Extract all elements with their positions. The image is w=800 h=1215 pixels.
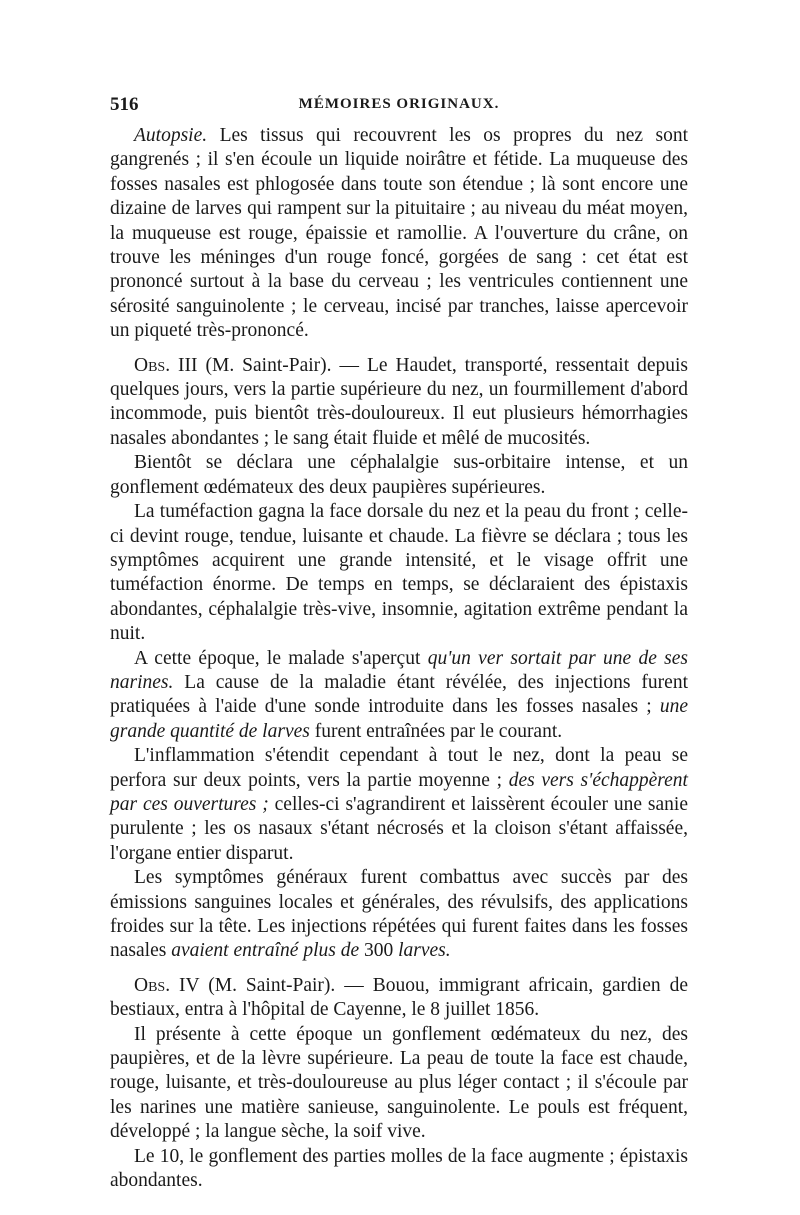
text-run: IV (M. Saint-Pair). — Bouou, immigrant africain, gardien de bestiaux, entra à l'hôpital de Cayenne, le 8 juillet 1856. — [110, 974, 688, 1021]
paragraph — [110, 451, 688, 500]
text-run: La tuméfaction gagna la face dorsale du nez et la peau du front ; celle-ci devint rouge, tendue, luisante et chaude. La fièvre se déclara ; tous les symptômes acquirent une grande intensité, et le visage offrit une tuméfaction énorme. De temps en temps, se déclaraient des épistaxis abondantes, céphalalgie très-vive, insomnie, agitation extrême pendant la nuit. — [110, 501, 688, 645]
text-run: A cette époque, le malade s'aperçut — [134, 647, 428, 669]
italic-text: avaient entraîné plus de — [171, 940, 360, 962]
running-title: MÉMOIRES ORIGINAUX. — [298, 96, 500, 112]
small-caps-text: Obs. — [134, 974, 171, 996]
text-run: III (M. Saint-Pair). — Le Haudet, transporté, ressentait depuis quelques jours, vers la partie supérieure du nez, un fourmillement d'abord incommode, puis bientôt très-douloureux. Il eut plusieurs hémorrhagies nasales abondantes ; le sang était fluide et mêlé de mucosités. — [110, 354, 688, 449]
text-run: 300 — [359, 940, 399, 962]
text-run: La cause de la maladie étant révélée, des injections furent pratiquées à l'aide d'une sonde introduite dans les fosses nasales ; — [110, 671, 688, 718]
running-head — [110, 94, 688, 124]
text-run: Les tissus qui recouvrent les os propres du nez sont gangrenés ; il s'en écoule un liquide noirâtre et fétide. La muqueuse des fosses nasales est phlogosée dans toute son étendue ; là sont encore une dizaine de larves qui rampent sur la pituitaire ; au niveau du méat moyen, la muqueuse est rouge, épaissie et ramollie. A l'ouverture du crâne, on trouve les méninges d'un rouge foncé, gorgées de sang : cet état est prononcé surtout à la base du cerveau ; les ventricules contiennent une sérosité sanguinolente ; le cerveau, incisé par tranches, laisse apercevoir un piqueté très-prononcé. — [110, 125, 688, 342]
italic-text: une grande quantité de larves — [110, 696, 688, 742]
body-text — [110, 124, 688, 1193]
paragraph — [110, 744, 688, 866]
text-run: L'inflammation s'étendit cependant à tout le nez, dont la peau se perfora sur deux points, vers la partie moyenne ; — [110, 745, 688, 791]
paragraph — [110, 124, 688, 344]
text-run: Les symptômes généraux furent combattus avec succès par des émissions sanguines locales et générales, des révulsifs, des applications froides sur la tête. Les injections répétées qui furent faites dans les fosses nasales — [110, 867, 688, 962]
paragraph — [110, 1023, 688, 1145]
small-caps-text: Obs. — [134, 354, 171, 376]
text-run: Le 10, le gonflement des parties molles de la face augmente ; épistaxis abondantes. — [110, 1145, 688, 1192]
text-run: celles-ci s'agrandirent et laissèrent écouler une sanie purulente ; les os nasaux s'étant nécrosés et la cloison s'étant affaissée, l'organe entier disparut. — [110, 793, 689, 864]
text-run: Il présente à cette époque un gonflement œdémateux du nez, des paupières, et de la lèvre supérieure. La peau de toute la face est chaude, rouge, luisante, et très-douloureuse au plus léger contact ; il s'écoule par les narines une matière sanieuse, sanguinolente. Le pouls est fréquent, développé ; la langue sèche, la soif vive. — [110, 1023, 688, 1143]
document-page — [110, 94, 688, 1193]
page-number: 516 — [110, 94, 139, 115]
italic-text: Autopsie. — [134, 125, 208, 146]
text-run: Bientôt se déclara une céphalalgie sus-orbitaire intense, et un gonflement œdémateux des deux paupières supérieures. — [110, 452, 688, 498]
paragraph — [110, 1145, 688, 1194]
paragraph — [110, 647, 688, 745]
paragraph — [110, 866, 688, 964]
italic-text: larves. — [398, 940, 451, 962]
paragraph — [110, 354, 688, 452]
italic-text: qu'un ver sortait par une de ses narines. — [110, 647, 689, 693]
paragraph — [110, 500, 688, 646]
paragraph — [110, 974, 688, 1023]
text-run: furent entraînées par le courant. — [309, 720, 563, 742]
italic-text: des vers s'échappèrent par ces ouvertures ; — [110, 769, 688, 815]
